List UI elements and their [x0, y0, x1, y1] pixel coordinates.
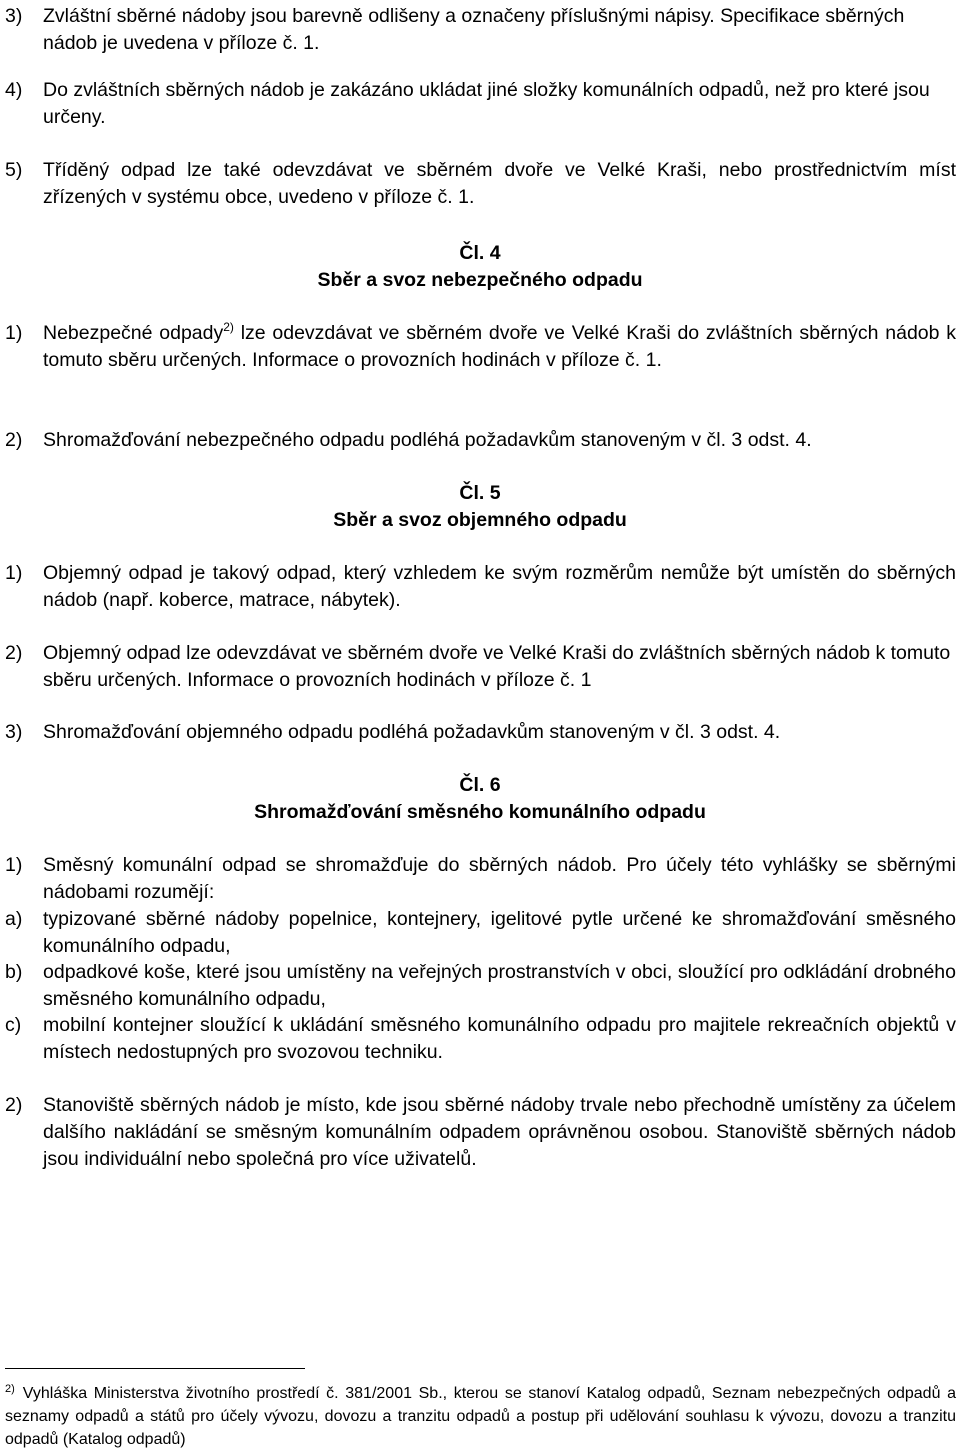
paragraph-text: Směsný komunální odpad se shromažďuje do sběrných nádob. Pro účely této vyhlášky se sběrnými nádobami rozumějí: — [43, 854, 956, 903]
article-5-number: Čl. 5 — [459, 482, 501, 504]
paragraph-text: Objemný odpad lze odevzdávat ve sběrném dvoře ve Velké Kraši do zvláštních sběrných nádob k tomuto sběru určených. Informace o provozních hodinách v příloze č. 1 — [43, 642, 951, 691]
article-4-paragraph-2 — [5, 427, 956, 454]
paragraph-5 — [5, 157, 956, 211]
paragraph-4 — [5, 77, 956, 131]
article-4-number: Čl. 4 — [459, 242, 501, 264]
article-6-number: Čl. 6 — [459, 774, 501, 796]
list-item-text: odpadkové koše, které jsou umístěny na veřejných prostranstvích v obci, sloužící pro odkládání drobného směsného komunálního odpadu, — [43, 961, 956, 1010]
footnote — [5, 1382, 956, 1451]
paragraph-number: 2) — [5, 1094, 23, 1116]
list-item-text: typizované sběrné nádoby popelnice, kontejnery, igelitové pytle určené ke shromažďování směsného komunálního odpadu, — [43, 908, 956, 957]
footnote-separator — [5, 1368, 305, 1369]
paragraph-text: Do zvláštních sběrných nádob je zakázáno ukládat jiné složky komunálních odpadů, než pro které jsou určeny. — [43, 79, 930, 128]
list-letter: a) — [5, 908, 23, 930]
article-6-paragraph-1 — [5, 852, 956, 906]
article-5-paragraph-3 — [5, 719, 956, 746]
paragraph-number: 1) — [5, 562, 23, 584]
article-5-paragraph-1 — [5, 560, 956, 614]
list-item-text: mobilní kontejner sloužící k ukládání směsného komunálního odpadu pro majitele rekreačních objektů v místech nedostupných pro svozovou techniku. — [43, 1014, 956, 1063]
article-6-item-b — [5, 959, 956, 1013]
paragraph-text: Zvláštní sběrné nádoby jsou barevně odlišeny a označeny příslušnými nápisy. Specifikace sběrných nádob je uvedena v příloze č. 1. — [43, 5, 905, 54]
paragraph-text: Tříděný odpad lze také odevzdávat ve sběrném dvoře ve Velké Kraši, nebo prostřednictvím míst zřízených v systému obce, uvedeno v příloze č. 1. — [43, 159, 956, 208]
article-4-paragraph-1 — [5, 320, 956, 374]
paragraph-text: Objemný odpad je takový odpad, který vzhledem ke svým rozměrům nemůže být umístěn do sběrných nádob (např. koberce, matrace, nábytek). — [43, 562, 956, 611]
list-letter: b) — [5, 961, 23, 983]
paragraph-text — [43, 320, 956, 374]
paragraph-number: 3) — [5, 5, 23, 27]
paragraph-number: 2) — [5, 429, 23, 451]
article-6-item-c — [5, 1012, 956, 1066]
footnote-reference: 2) — [223, 320, 234, 334]
paragraph-number: 2) — [5, 642, 23, 664]
paragraph-text: Shromažďování objemného odpadu podléhá požadavkům stanoveným v čl. 3 odst. 4. — [43, 721, 781, 743]
paragraph-number: 5) — [5, 159, 23, 181]
paragraph-number: 1) — [5, 854, 23, 876]
article-6-paragraph-2 — [5, 1092, 956, 1173]
paragraph-text-part: Nebezpečné odpady — [43, 322, 224, 344]
paragraph-number: 1) — [5, 322, 23, 344]
article-4-title: Sběr a svoz nebezpečného odpadu — [317, 269, 643, 291]
paragraph-number: 4) — [5, 79, 23, 101]
paragraph-text: Shromažďování nebezpečného odpadu podléhá požadavkům stanoveným v čl. 3 odst. 4. — [43, 429, 812, 451]
footnote-text: Vyhláška Ministerstva životního prostředí č. 381/2001 Sb., kterou se stanoví Katalog odpadů, Seznam nebezpečných odpadů a seznamy odpadů a států pro účely vývozu, dovozu a tranzitu odpadů a postup při udělování souhlasu k vývozu, dovozu a tranzitu odpadů (Katalog odpadů) — [5, 1385, 956, 1448]
paragraph-text: Stanoviště sběrných nádob je místo, kde jsou sběrné nádoby trvale nebo přechodně umístěny za účelem dalšího nakládání se směsným komunálním odpadem oprávněnou osobou. Stanoviště sběrných nádob jsou individuální nebo společná pro více uživatelů. — [43, 1094, 956, 1170]
footnote-mark: 2) — [5, 1383, 15, 1395]
paragraph-number: 3) — [5, 721, 23, 743]
paragraph-3 — [5, 3, 956, 57]
list-letter: c) — [5, 1014, 22, 1036]
article-5-title: Sběr a svoz objemného odpadu — [333, 509, 627, 531]
article-6-item-a — [5, 906, 956, 960]
paragraph-text-part: lze odevzdávat ve sběrném dvoře ve Velké Kraši do zvláštních sběrných nádob k tomuto sběru určených. Informace o provozních hodinách v příloze č. 1. — [43, 322, 957, 371]
article-6-title: Shromažďování směsného komunálního odpadu — [254, 801, 706, 823]
article-5-paragraph-2 — [5, 640, 956, 694]
